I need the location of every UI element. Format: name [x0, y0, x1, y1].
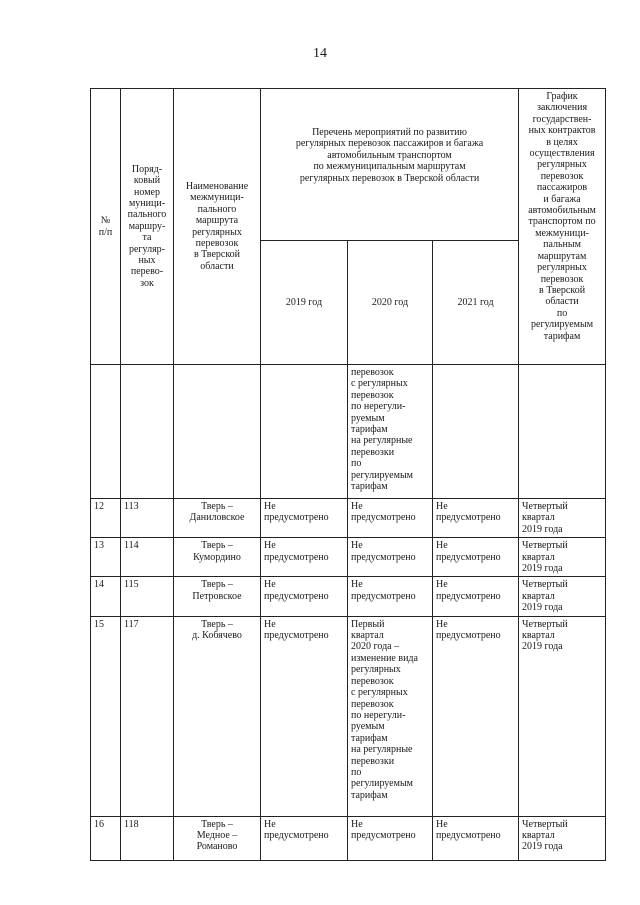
row-2021: Не предусмотрено: [433, 577, 519, 616]
row-schedule: Четвертый квартал 2019 года: [519, 616, 606, 816]
header-row-top: [91, 89, 606, 241]
row-num: 12: [91, 499, 121, 538]
row-2019: Не предусмотрено: [261, 538, 348, 577]
row-num: 14: [91, 577, 121, 616]
row-route-name: Тверь – Кумордино: [174, 538, 261, 577]
page-number: 14: [313, 46, 327, 61]
header-route-number: Поряд- ковый номер муници- пального маршру- та регуляр- ных перево- зок: [121, 89, 174, 365]
row-schedule: Четвертый квартал 2019 года: [519, 577, 606, 616]
header-year-2021: 2021 год: [433, 241, 519, 365]
row-2020: Не предусмотрено: [348, 499, 433, 538]
header-measures: Перечень мероприятий по развитию регулярных перевозок пассажиров и багажа автомобильным транспортом по межмуниципальным маршрутам регулярных перевозок в Тверской области: [261, 89, 519, 241]
table-cell: [174, 365, 261, 499]
row-schedule: Четвертый квартал 2019 года: [519, 816, 606, 860]
table-row: [91, 616, 606, 816]
row-2021: Не предусмотрено: [433, 816, 519, 860]
row-2019: Не предусмотрено: [261, 499, 348, 538]
table-cell: [261, 365, 348, 499]
row-2020: Первый квартал 2020 года – изменение вида регулярных перевозок с регулярных перевозок по нерегули- руемым тарифам на регулярные перевозки по регулируемым тарифам: [348, 616, 433, 816]
table-cell: [519, 365, 606, 499]
table-cell: [121, 365, 174, 499]
routes-table: [90, 88, 606, 861]
table-row: [91, 816, 606, 860]
row-2020: Не предусмотрено: [348, 816, 433, 860]
header-year-2019: 2019 год: [261, 241, 348, 365]
row-2021: Не предусмотрено: [433, 616, 519, 816]
row-num: 13: [91, 538, 121, 577]
table-row: [91, 577, 606, 616]
row-2020: Не предусмотрено: [348, 577, 433, 616]
row-route-name: Тверь – Даниловское: [174, 499, 261, 538]
continuation-row: [91, 365, 606, 499]
row-route-number: 113: [121, 499, 174, 538]
row-num: 16: [91, 816, 121, 860]
row-schedule: Четвертый квартал 2019 года: [519, 499, 606, 538]
row-route-number: 115: [121, 577, 174, 616]
row-schedule: Четвертый квартал 2019 года: [519, 538, 606, 577]
row-2019: Не предусмотрено: [261, 577, 348, 616]
row-route-name: Тверь – д. Кобячево: [174, 616, 261, 816]
header-schedule: График заключения государствен- ных контрактов в целях осуществления регулярных перевозок пассажиров и багажа автомобильным транспортом по межмуници- пальным маршрутам регулярных перевозок в Тверской области по регулируемым тарифам: [519, 89, 606, 365]
row-num: 15: [91, 616, 121, 816]
row-2021: Не предусмотрено: [433, 538, 519, 577]
row-2019: Не предусмотрено: [261, 816, 348, 860]
header-route-name: Наименование межмуници- пального маршрута регулярных перевозок в Тверской области: [174, 89, 261, 365]
table-row: [91, 538, 606, 577]
continuation-2020-cell: перевозок с регулярных перевозок по нерегули- руемым тарифам на регулярные перевозки по регулируемым тарифам: [348, 365, 433, 499]
header-num: № п/п: [91, 89, 121, 365]
row-2019: Не предусмотрено: [261, 616, 348, 816]
table-row: [91, 499, 606, 538]
header-year-2020: 2020 год: [348, 241, 433, 365]
table-cell: [91, 365, 121, 499]
row-route-number: 118: [121, 816, 174, 860]
row-2020: Не предусмотрено: [348, 538, 433, 577]
row-route-name: Тверь – Медное – Романово: [174, 816, 261, 860]
row-route-number: 117: [121, 616, 174, 816]
row-route-number: 114: [121, 538, 174, 577]
row-2021: Не предусмотрено: [433, 499, 519, 538]
row-route-name: Тверь – Петровское: [174, 577, 261, 616]
table-cell: [433, 365, 519, 499]
